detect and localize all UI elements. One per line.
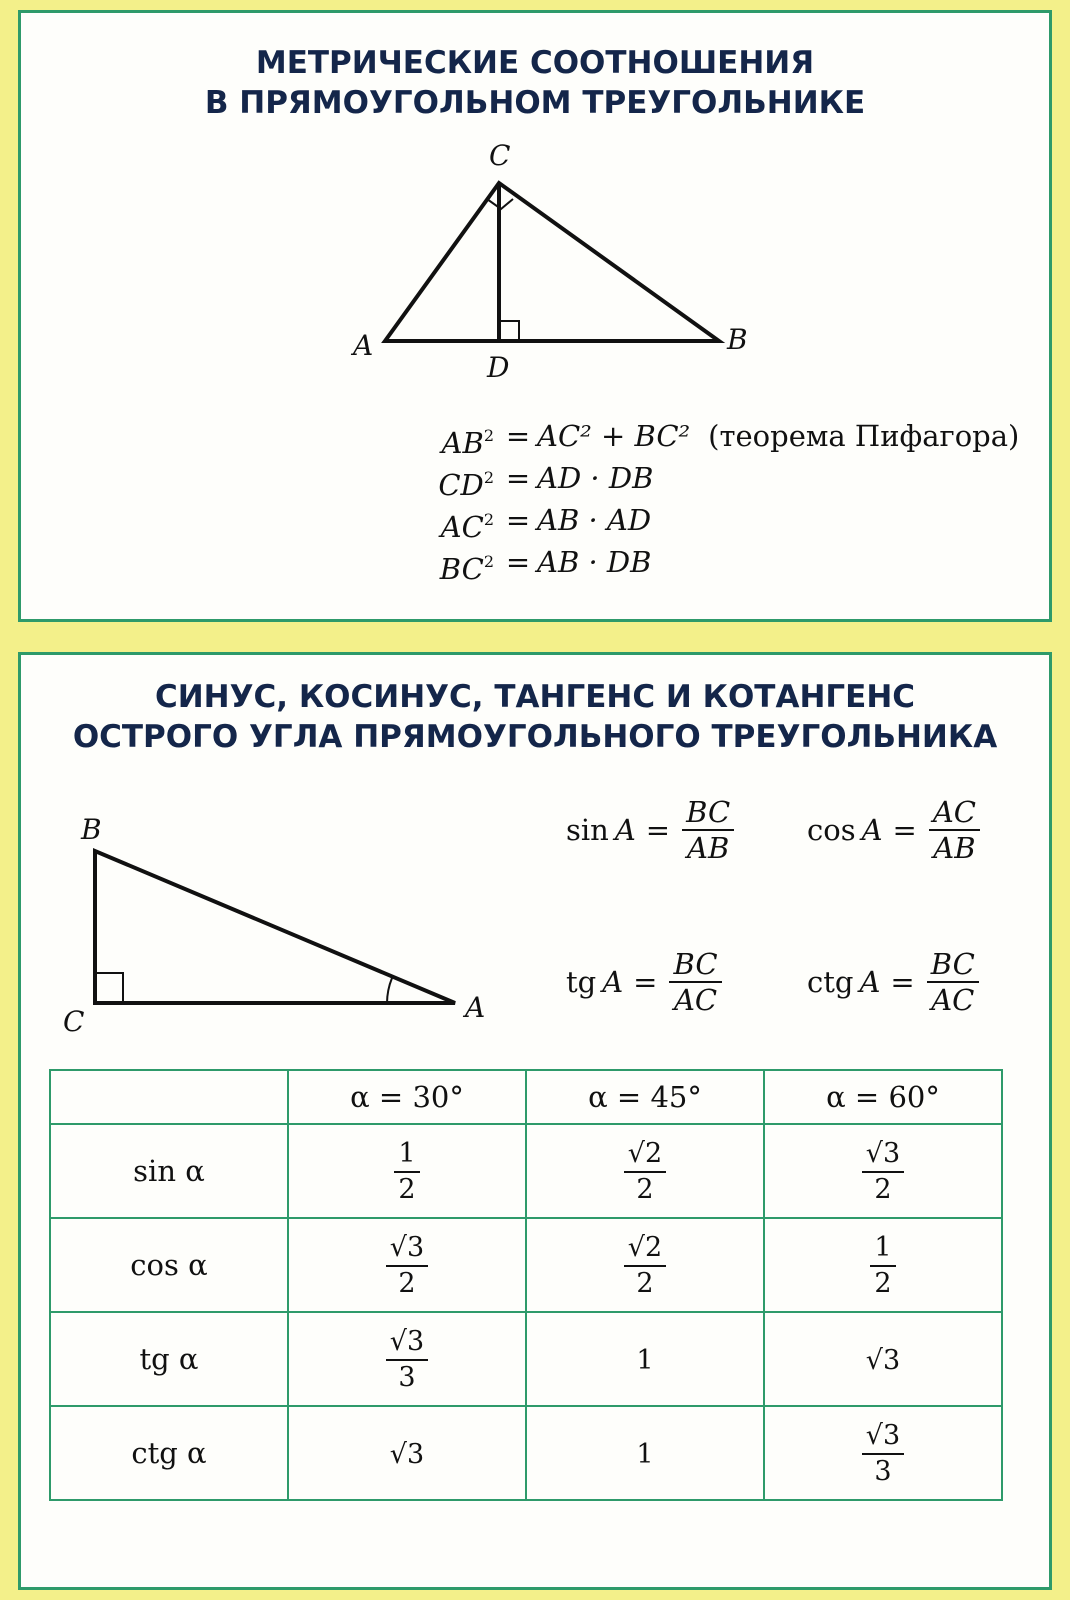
table-cell — [764, 1312, 1002, 1406]
vertex-label-a: A — [465, 991, 486, 1024]
triangle-acb-diagram — [21, 133, 1055, 393]
formula-exponent: 2 — [483, 552, 494, 571]
table-cell — [764, 1406, 1002, 1500]
function-name: ctg — [807, 965, 854, 999]
trig-values-table — [49, 1069, 1003, 1501]
formula-equals: = — [505, 461, 531, 495]
vertex-label-b: B — [81, 813, 102, 846]
fraction-numerator: BC — [927, 947, 979, 983]
cell-denominator: 2 — [398, 1174, 416, 1205]
fraction-denominator: AB — [687, 831, 730, 865]
sine-definition — [566, 795, 734, 865]
cell-denominator: 2 — [398, 1268, 416, 1299]
fraction-numerator: AC — [929, 795, 980, 831]
table-cell — [288, 1406, 526, 1500]
table-header-row — [50, 1070, 1002, 1124]
cell-numerator: √3 — [386, 1325, 428, 1361]
title-line-1: СИНУС, КОСИНУС, ТАНГЕНС И КОТАНГЕНС — [154, 679, 916, 715]
fraction-denominator: AC — [931, 983, 975, 1017]
fraction-denominator: AC — [673, 983, 718, 1017]
triangle-bca-diagram — [61, 815, 541, 1055]
formula-rhs: AB · AD — [537, 503, 652, 537]
formula-ac — [21, 499, 1049, 544]
table-cell — [764, 1218, 1002, 1312]
cotangent-definition — [807, 947, 979, 1017]
function-argument: A — [859, 965, 881, 999]
function-argument: A — [614, 813, 636, 847]
function-name: sin — [566, 813, 609, 847]
cell-denominator: 3 — [398, 1362, 416, 1393]
function-name: tg — [566, 965, 597, 999]
vertex-label-c: C — [489, 139, 511, 172]
ratio-fraction — [927, 947, 979, 1017]
table-cell — [288, 1218, 526, 1312]
title-line-2: ОСТРОГО УГЛА ПРЯМОУГОЛЬНОГО ТРЕУГОЛЬНИКА — [72, 719, 998, 755]
cell-numerator: 1 — [870, 1231, 895, 1267]
row-label: tg α — [50, 1312, 288, 1406]
formula-exponent: 2 — [483, 510, 494, 529]
fraction-numerator: BC — [669, 947, 721, 983]
formula-rhs: AC² + BC² — [537, 419, 691, 453]
table-cell — [764, 1124, 1002, 1218]
formula-lhs: BC — [439, 552, 484, 586]
formula-cd — [21, 457, 1049, 502]
cell-numerator: √2 — [624, 1137, 666, 1173]
formula-exponent: 2 — [483, 426, 494, 445]
table-cell — [288, 1312, 526, 1406]
formula-equals: = — [505, 503, 531, 537]
table-cell — [526, 1218, 764, 1312]
tangent-definition — [566, 947, 722, 1017]
row-label: sin α — [50, 1124, 288, 1218]
vertex-label-a: A — [353, 329, 374, 362]
equals-sign: = — [645, 813, 671, 847]
cell-numerator: √3 — [862, 1137, 904, 1173]
formula-rhs: AB · DB — [537, 545, 652, 579]
triangle-bca — [95, 851, 455, 1003]
table-header-60: α = 60° — [764, 1070, 1002, 1124]
formula-bc — [21, 541, 1049, 586]
formula-note: (теорема Пифагора) — [708, 419, 1020, 453]
vertex-label-d: D — [487, 351, 510, 384]
table-cell — [288, 1124, 526, 1218]
formula-equals: = — [505, 545, 531, 579]
formula-lhs: AB — [441, 426, 484, 460]
table-cell — [526, 1312, 764, 1406]
title-line-2: В ПРЯМОУГОЛЬНОМ ТРЕУГОЛЬНИКЕ — [204, 85, 866, 121]
trig-ratios-title — [21, 677, 1049, 757]
metric-relations-title — [21, 43, 1049, 123]
cell-denominator: 2 — [874, 1268, 892, 1299]
cell-value: 1 — [636, 1439, 654, 1470]
metric-relations-panel — [18, 10, 1052, 622]
table-cell — [526, 1406, 764, 1500]
function-argument: A — [602, 965, 624, 999]
right-angle-mark-d — [499, 321, 519, 341]
ratio-fraction — [682, 795, 734, 865]
angle-arc-a — [387, 978, 392, 1003]
title-line-1: МЕТРИЧЕСКИЕ СООТНОШЕНИЯ — [255, 45, 815, 81]
row-label: cos α — [50, 1218, 288, 1312]
formula-lhs: CD — [438, 468, 484, 502]
formula-rhs: AD · DB — [537, 461, 654, 495]
cell-value: 1 — [636, 1345, 654, 1376]
triangle-acb — [385, 183, 719, 341]
vertex-label-b: B — [727, 323, 748, 356]
formula-equals: = — [505, 419, 531, 453]
row-label: ctg α — [50, 1406, 288, 1500]
formula-pythagoras — [21, 415, 1049, 460]
cell-numerator: √3 — [862, 1419, 904, 1455]
cell-denominator: 3 — [874, 1456, 892, 1487]
equals-sign: = — [633, 965, 658, 999]
cell-value: √3 — [865, 1345, 901, 1376]
cell-denominator: 2 — [636, 1174, 654, 1205]
cell-numerator: √2 — [624, 1231, 666, 1267]
ratio-fraction — [929, 795, 980, 865]
table-header-empty — [50, 1070, 288, 1124]
cell-numerator: √3 — [386, 1231, 428, 1267]
fraction-numerator: BC — [682, 795, 734, 831]
cell-denominator: 2 — [636, 1268, 654, 1299]
function-argument: A — [861, 813, 883, 847]
cosine-definition — [807, 795, 980, 865]
cell-denominator: 2 — [874, 1174, 892, 1205]
function-name: cos — [807, 813, 856, 847]
table-cell — [526, 1124, 764, 1218]
equals-sign: = — [890, 965, 915, 999]
table-header-45: α = 45° — [526, 1070, 764, 1124]
right-angle-mark-c — [95, 973, 123, 1003]
vertex-label-c: C — [63, 1005, 85, 1038]
table-row-sin — [50, 1124, 1002, 1218]
metric-formulas — [21, 415, 1049, 586]
equals-sign: = — [892, 813, 917, 847]
formula-exponent: 2 — [483, 468, 494, 487]
trig-ratios-panel — [18, 652, 1052, 1590]
table-header-30: α = 30° — [288, 1070, 526, 1124]
table-row-cos — [50, 1218, 1002, 1312]
table-row-ctg — [50, 1406, 1002, 1500]
cell-value: √3 — [389, 1439, 425, 1470]
table-row-tg — [50, 1312, 1002, 1406]
formula-lhs: AC — [440, 510, 484, 544]
ratio-fraction — [669, 947, 721, 1017]
cell-numerator: 1 — [394, 1137, 419, 1173]
fraction-denominator: AB — [933, 831, 976, 865]
